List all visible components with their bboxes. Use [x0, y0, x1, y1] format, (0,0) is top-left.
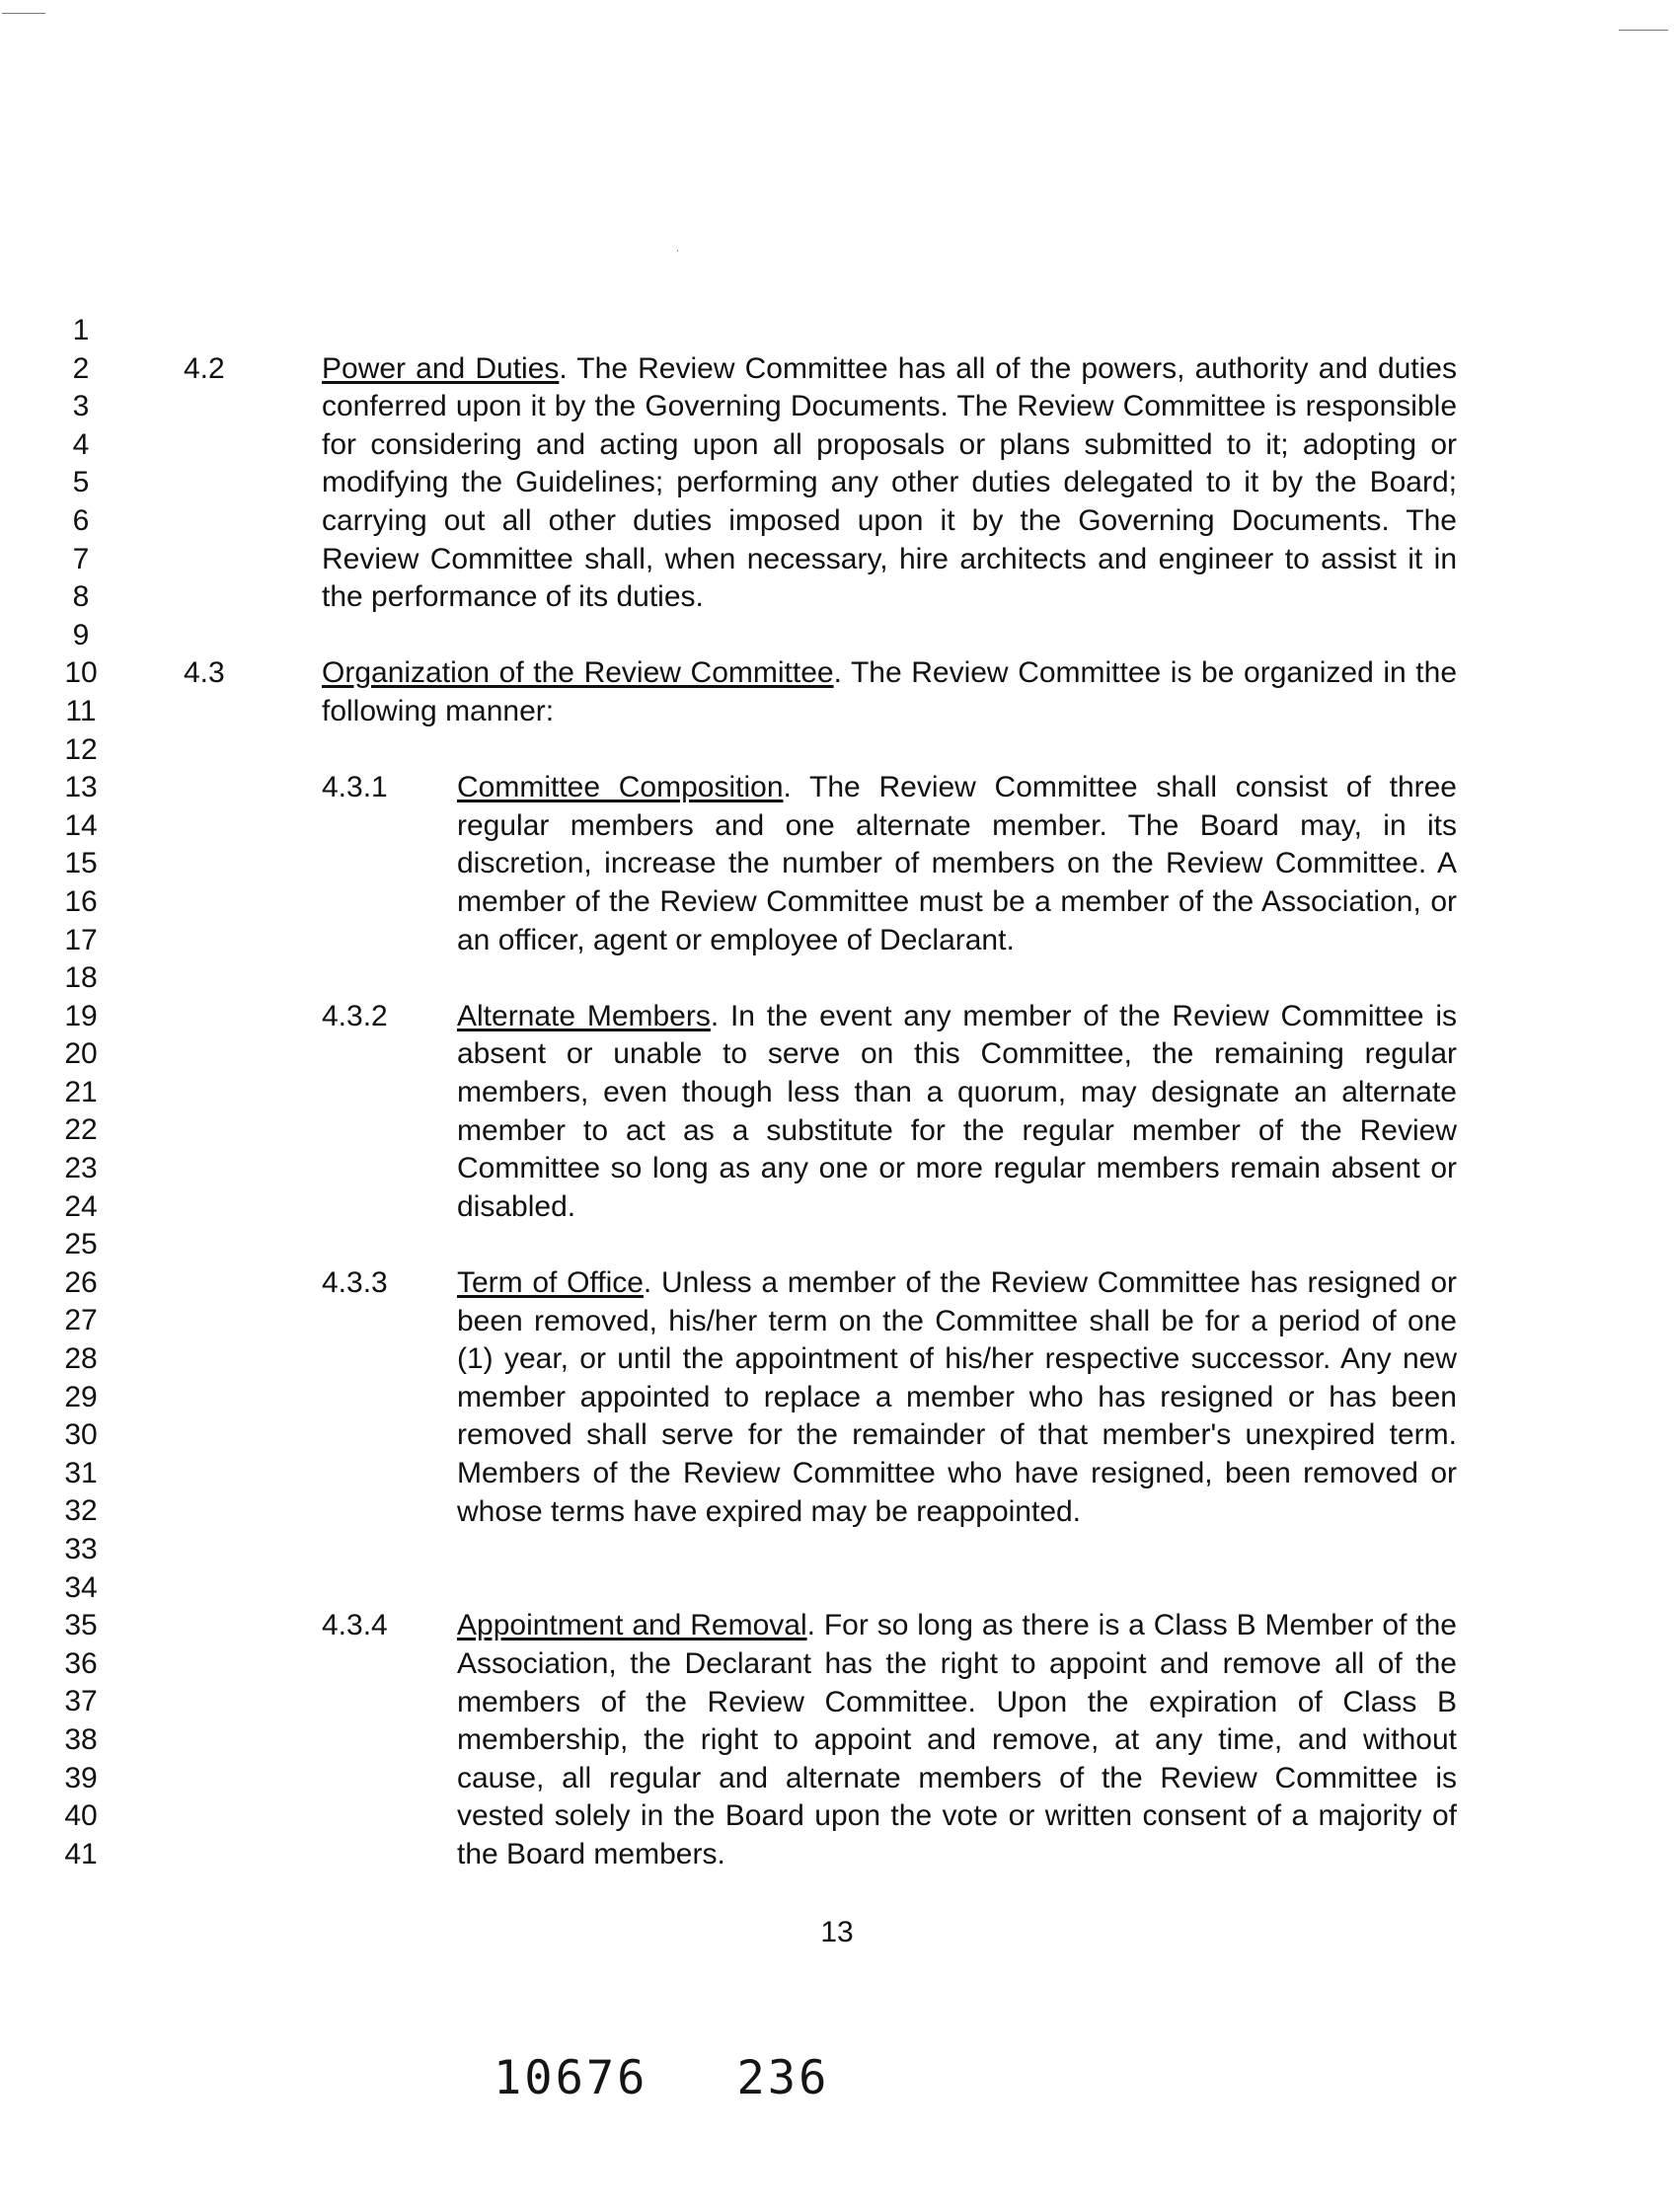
section-number: 4.2 — [184, 351, 225, 385]
scan-artifact-mark — [2, 13, 45, 14]
line-number: 10 — [64, 656, 98, 690]
section-number: 4.3 — [184, 656, 225, 690]
line-number: 23 — [64, 1152, 98, 1185]
line-number: 33 — [64, 1533, 98, 1565]
line-number: 35 — [64, 1609, 98, 1642]
line-number: 26 — [64, 1265, 98, 1299]
book-number: 10676 — [494, 2051, 648, 2105]
line-number: 6 — [72, 503, 90, 537]
line-number: 25 — [64, 1228, 98, 1261]
line-number: 31 — [64, 1456, 98, 1489]
recording-stamp — [494, 2051, 829, 2105]
section-title: Committee Composition — [457, 771, 784, 804]
section-body: . The Review Committee shall consist of three regular members and one alternate member. The Board may, in its discretion, increase the number of members on the Review Committee. A member of the Review Committee must be a member of the Association, or an officer, agent or employee of Declarant. — [457, 771, 1457, 956]
scan-artifact-mark — [1619, 30, 1668, 31]
line-number: 4 — [72, 427, 90, 461]
section-title: Appointment and Removal — [457, 1609, 807, 1642]
section-body: . The Review Committee is be organized in the following manner: — [322, 656, 1458, 727]
section-paragraph — [457, 769, 1457, 959]
section-paragraph — [457, 1264, 1457, 1531]
line-number: 2 — [72, 351, 90, 385]
line-number: 17 — [64, 923, 98, 956]
line-number: 28 — [64, 1342, 98, 1376]
line-number-column — [49, 312, 113, 1873]
line-number: 27 — [64, 1304, 98, 1337]
line-number: 37 — [64, 1685, 98, 1718]
section-number: 4.3.2 — [322, 999, 388, 1032]
section-number: 4.3.4 — [322, 1609, 388, 1642]
line-number: 29 — [64, 1380, 98, 1413]
section-paragraph — [457, 998, 1457, 1227]
line-number: 12 — [64, 732, 98, 766]
line-number: 5 — [72, 466, 90, 499]
line-number: 9 — [72, 618, 90, 651]
section-body: . In the event any member of the Review Committee is absent or unable to serve on this Committee, the remaining regular members, even though less than a quorum, may designate an alternate member to act as a substitute for the regular member of the Review Committee so long as any one or more regular members remain absent or disabled. — [457, 999, 1457, 1223]
section-paragraph — [322, 350, 1457, 617]
line-number: 22 — [64, 1113, 98, 1147]
line-number: 19 — [64, 999, 98, 1032]
book-page-number: 236 — [736, 2051, 830, 2105]
section-number: 4.3.3 — [322, 1266, 388, 1299]
line-number: 7 — [72, 542, 90, 575]
line-number: 11 — [65, 694, 97, 727]
line-number: 20 — [64, 1037, 98, 1071]
line-number: 21 — [64, 1075, 98, 1108]
section-paragraph — [322, 654, 1457, 730]
line-number: 24 — [64, 1189, 98, 1223]
section-body: . For so long as there is a Class B Member of the Association, the Declarant has the right to appoint and remove all of the members of the Review Committee. Upon the expiration of Class B membership, the right to appoint and remove, at any time, and without cause, all regular and alternate members of the Review Committee is vested solely in the Board upon the vote or written consent of a majority of the Board members. — [457, 1609, 1457, 1870]
line-number: 14 — [64, 808, 98, 842]
line-number: 32 — [64, 1494, 98, 1528]
line-number: 16 — [64, 884, 98, 918]
line-number: 39 — [64, 1761, 98, 1794]
section-title: Alternate Members — [457, 999, 711, 1032]
line-number: 38 — [64, 1722, 98, 1756]
section-title: Organization of the Review Committee — [322, 656, 834, 690]
line-number: 34 — [64, 1570, 98, 1604]
line-number: 18 — [64, 961, 98, 995]
line-number: 1 — [72, 314, 90, 346]
line-number: 15 — [64, 847, 98, 880]
line-number: 40 — [64, 1799, 98, 1833]
section-paragraph — [457, 1607, 1457, 1873]
line-number: 30 — [64, 1418, 98, 1452]
line-number: 36 — [64, 1646, 98, 1680]
line-number: 3 — [72, 390, 90, 423]
section-title: Power and Duties — [322, 351, 560, 385]
page-number: 13 — [820, 1916, 854, 1948]
line-number: 13 — [64, 771, 98, 804]
line-number: 41 — [64, 1837, 98, 1870]
section-title: Term of Office — [457, 1266, 644, 1299]
section-body: . Unless a member of the Review Committee has resigned or been removed, his/her term on the Committee shall be for a period of one (1) year, or until the appointment of his/her respective successor. Any new member appointed to replace a member who has resigned or has been removed shall serve for the remainder of that member's unexpired term. Members of the Review Committee who have resigned, been removed or whose terms have expired may be reappointed. — [457, 1266, 1457, 1528]
section-number: 4.3.1 — [322, 771, 388, 804]
line-number: 8 — [72, 580, 90, 614]
section-body: . The Review Committee has all of the powers, authority and duties conferred upon it by the Governing Documents. The Review Committee is responsible for considering and acting upon all proposals or plans submitted to it; adopting or modifying the Guidelines; performing any other duties delegated to it by the Board; carrying out all other duties imposed upon it by the Governing Documents. The Review Committee shall, when necessary, hire architects and engineer to assist it in the performance of its duties. — [322, 351, 1457, 614]
scan-artifact-dot — [677, 250, 678, 252]
